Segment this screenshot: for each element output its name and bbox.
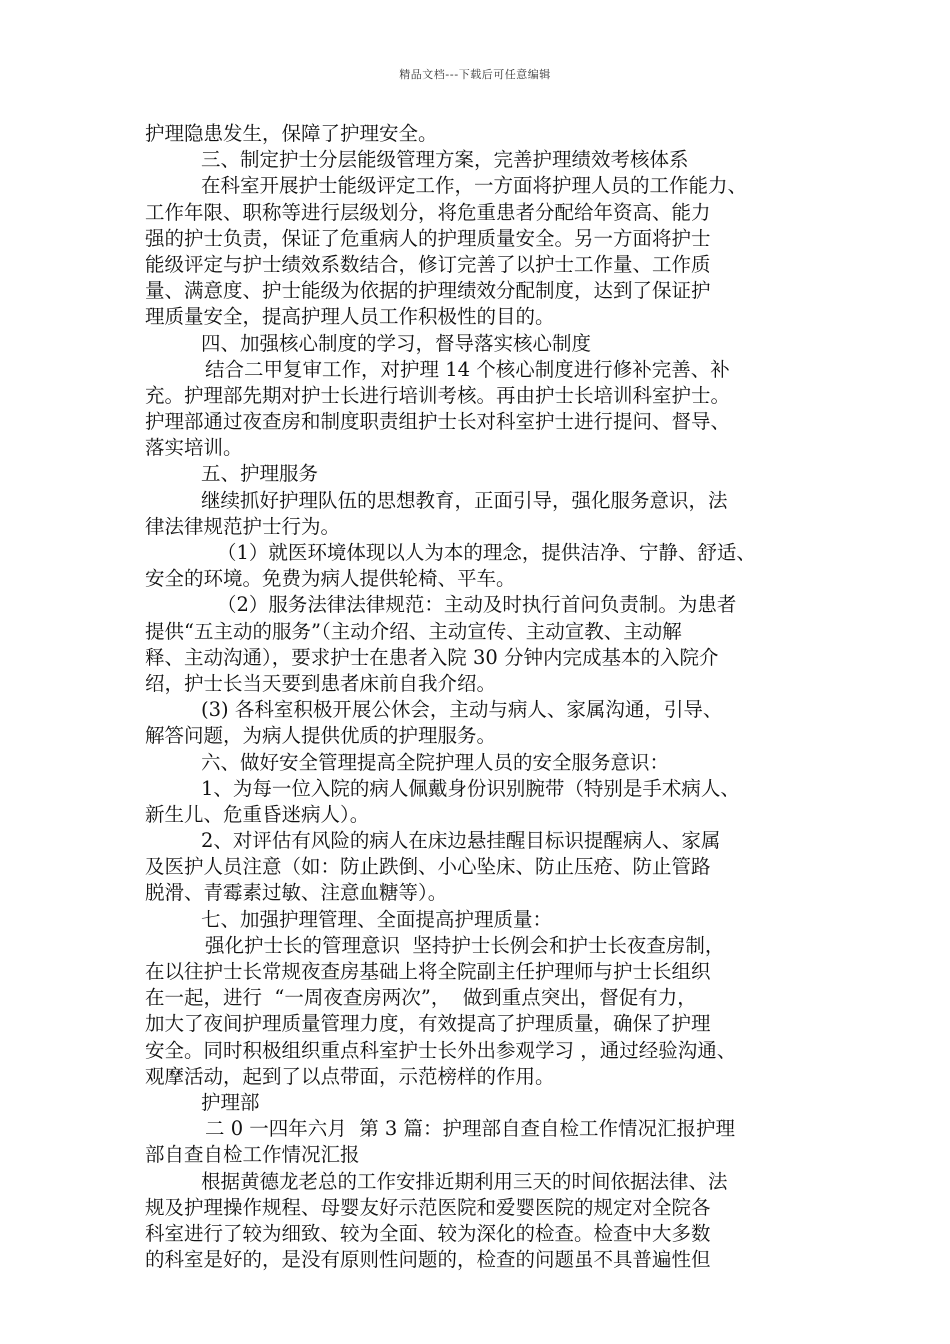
text-line: 解答问题，为病人提供优质的护理服务。 <box>145 724 497 748</box>
page-header: 精品文档---下载后可任意编辑 <box>399 68 551 81</box>
text-line: 在一起，进行 “一周夜查房两次”， 做到重点突出，督促有力， <box>145 986 697 1010</box>
text-line: 充。护理部先期对护士长进行培训考核。再由护士长培训科室护士。 <box>145 383 731 407</box>
text-line: 脱滑、青霉素过敏、注意血糖等）。 <box>145 881 448 905</box>
document-body <box>145 121 810 1273</box>
text-line: 及医护人员注意（如：防止跌倒、小心坠床、防止压疮、防止管路 <box>145 855 711 879</box>
text-line: 释、主动沟通），要求护士在患者入院 30 分钟内完成基本的入院介 <box>145 645 719 669</box>
text-line: 强的护士负责，保证了危重病人的护理质量安全。另一方面将护士 <box>145 226 711 250</box>
signature-department: 护理部 <box>201 1090 260 1114</box>
text-line: 继续抓好护理队伍的思想教育，正面引导，强化服务意识，法 <box>201 488 728 512</box>
text-line: 律法律规范护士行为。 <box>145 514 341 538</box>
text-line: 护理隐患发生，保障了护理安全。 <box>145 122 438 145</box>
text-line: 的科室是好的，是没有原则性问题的，检查的问题虽不具普遍性但 <box>145 1248 711 1272</box>
section-heading: 六、做好安全管理提高全院护理人员的安全服务意识： <box>201 750 670 774</box>
text-line: 结合二甲复审工作，对护理 14 个核心制度进行修补完善、补 <box>205 357 730 381</box>
text-line: 规及护理操作规程、母婴友好示范医院和爱婴医院的规定对全院各 <box>145 1195 711 1219</box>
text-line: 安全的环境。免费为病人提供轮椅、平车。 <box>145 567 516 591</box>
text-line: 根据黄德龙老总的工作安排近期利用三天的时间依据法律、法 <box>201 1169 728 1193</box>
text-line: 在以往护士长常规夜查房基础上将全院副主任护理师与护士长组织 <box>145 960 711 983</box>
text-line: 护理部通过夜查房和制度职责组护士长对科室护士进行提问、督导、 <box>145 410 731 434</box>
text-line: 提供“五主动的服务”（主动介绍、主动宣传、主动宣教、主动解 <box>145 619 682 643</box>
section-heading: 三、制定护士分层能级管理方案，完善护理绩效考核体系 <box>201 148 689 172</box>
text-line: 新生儿、危重昏迷病人）。 <box>145 802 370 826</box>
text-line: 在科室开展护士能级评定工作，一方面将护理人员的工作能力、 <box>201 174 748 198</box>
text-line: 理质量安全，提高护理人员工作积极性的目的。 <box>145 305 555 329</box>
text-line: 量、满意度、护士能级为依据的护理绩效分配制度，达到了保证护 <box>145 279 711 303</box>
text-line: 部自查自检工作情况汇报 <box>145 1143 360 1167</box>
text-line: 1、为每一位入院的病人佩戴身份识别腕带（特别是手术病人、 <box>201 776 740 800</box>
text-line: 2、对评估有风险的病人在床边悬挂醒目标识提醒病人、家属 <box>201 829 721 853</box>
text-line: 科室进行了较为细致、较为全面、较为深化的检查。检查中大多数 <box>145 1221 711 1245</box>
text-line: 观摩活动，起到了以点带面，示范榜样的作用。 <box>145 1064 555 1088</box>
signature-date: 二 0 一四年六月 第 3 篇：护理部自查自检工作情况汇报护理 <box>205 1117 736 1141</box>
text-line: (3) 各科室积极开展公休会，主动与病人、家属沟通，引导、 <box>201 698 723 722</box>
text-line: 强化护士长的管理意识 坚持护士长例会和护士长夜查房制， <box>205 933 725 957</box>
text-line: 能级评定与护士绩效系数结合，修订完善了以护士工作量、工作质 <box>145 252 711 276</box>
text-line: 落实培训。 <box>145 436 243 460</box>
text-line: 工作年限、职称等进行层级划分，将危重患者分配给年资高、能力 <box>145 200 711 224</box>
text-line: （1）就医环境体现以人为本的理念，提供洁净、宁静、舒适、 <box>217 541 756 564</box>
text-line: 加大了夜间护理质量管理力度，有效提高了护理质量，确保了护理 <box>145 1012 711 1036</box>
section-heading: 五、护理服务 <box>201 462 319 486</box>
text-line: 安全。同时积极组织重点科室护士长外出参观学习 ，通过经验沟通、 <box>145 1038 737 1062</box>
text-line: 绍，护士长当天要到患者床前自我介绍。 <box>145 671 497 695</box>
section-heading: 四、加强核心制度的学习，督导落实核心制度 <box>201 331 592 355</box>
section-heading: 七、加强护理管理、全面提高护理质量： <box>201 907 553 931</box>
text-line: （2）服务法律法律规范：主动及时执行首问负责制。为患者 <box>217 593 737 617</box>
